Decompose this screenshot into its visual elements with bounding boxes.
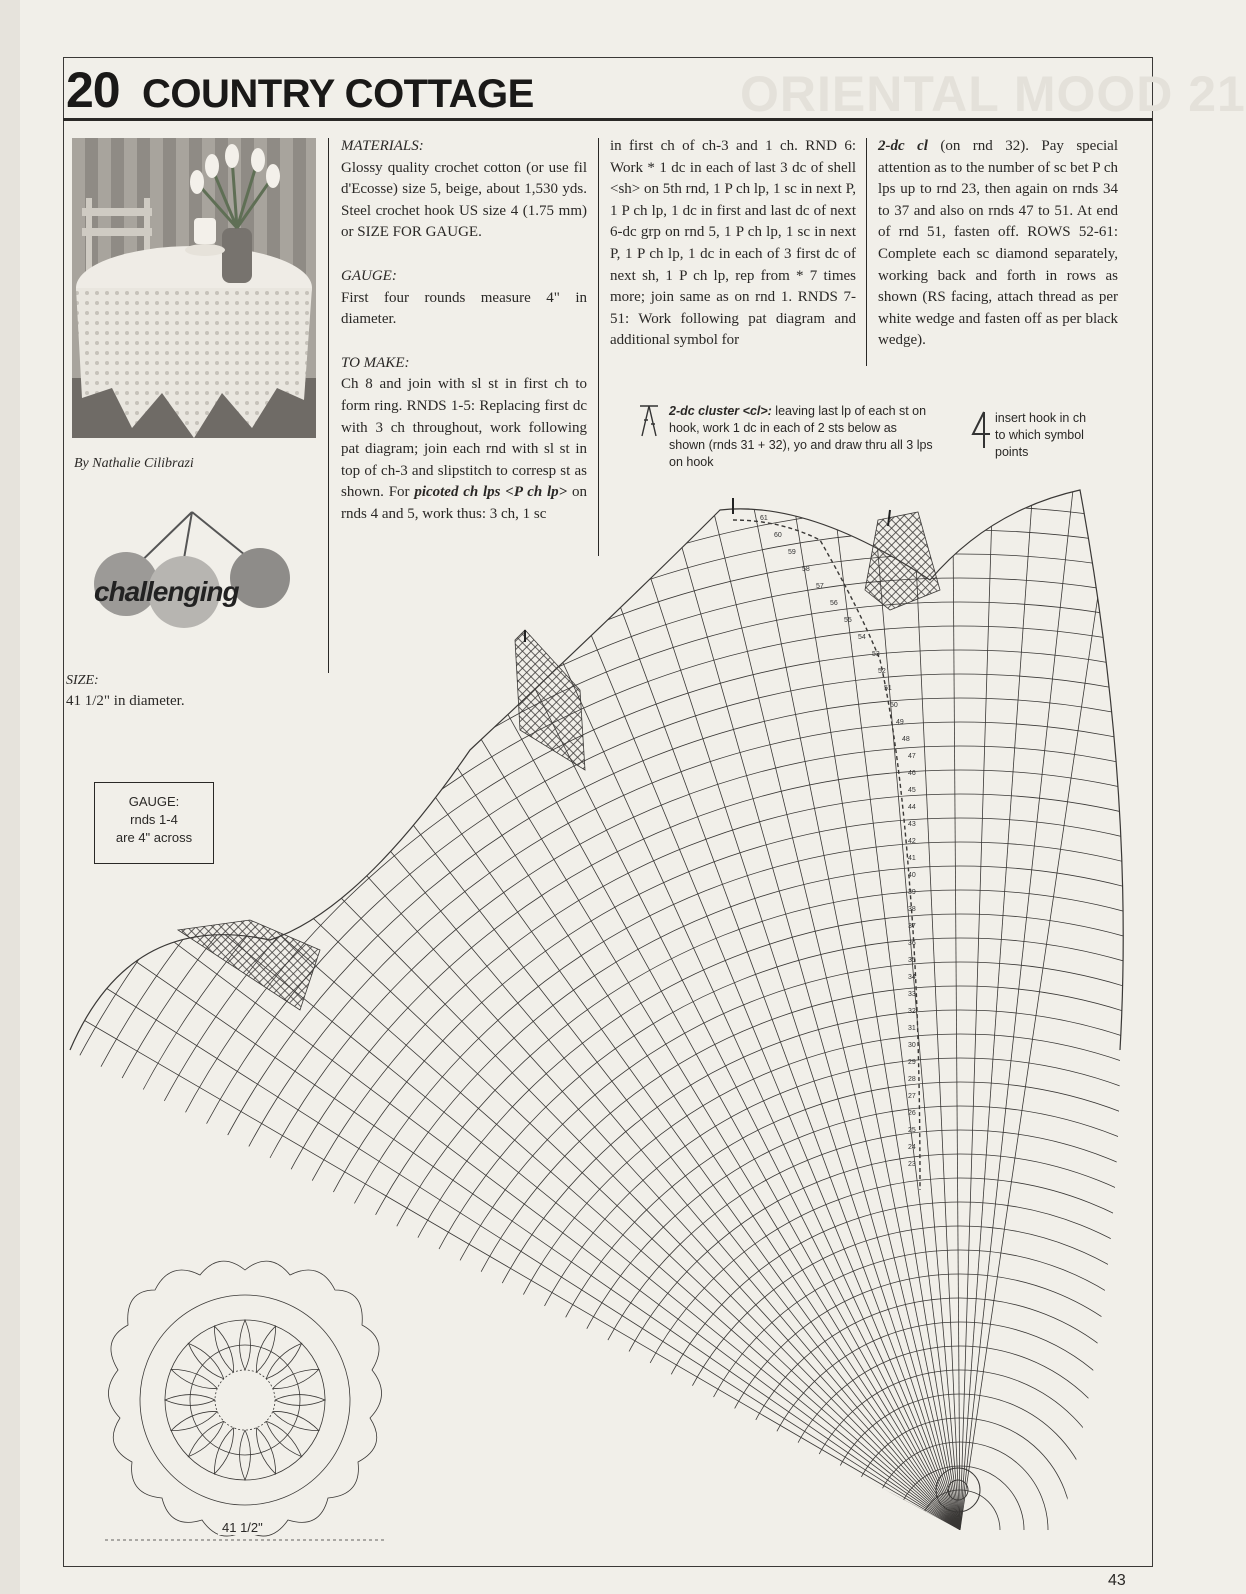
picoted-term: picoted ch lps <P ch lp> [414,484,568,501]
insert-hook-legend: insert hook in ch to which symbol points [995,411,1087,459]
instructions-column-3 [878,136,1118,364]
round-number-label: 49 [896,719,904,726]
finishing-instructions: (on rnd 32). Pay special attention as to the number of sc bet P ch lps up to rnd 23, then again on rnds 34 to 37 and also on rnds 47 to 51. At end of rnd 51, fasten off. ROWS 52-61: Complete each sc diamond separately, working back and forth in rows as shown (RS facing, attach thread as per white wedge and fasten off as per black wedge). [878,138,1118,349]
round-number-label: 26 [908,1110,916,1117]
diagram-stitch-line [378,480,960,1530]
round-number-label: 27 [908,1093,916,1100]
size-label: SIZE: [66,673,99,688]
round-number-label: 24 [908,1144,916,1151]
round-number-label: 35 [908,957,916,964]
diagram-round-arc [296,866,1246,1594]
round-number-label: 55 [844,617,852,624]
insert-hook-symbol-icon [970,410,992,450]
author-byline: By Nathalie Cilibrazi [74,456,194,471]
round-number-label: 52 [878,668,886,675]
diagram-round-arc [320,890,1246,1594]
diagram-round-arc [392,962,1246,1594]
diagram-stitch-line [960,337,1090,1530]
to-make-heading: TO MAKE: [341,354,410,371]
diagram-round-arc [416,986,1246,1594]
diagram-stitch-line [299,528,960,1530]
round-instructions: in first ch of ch-3 and 1 ch. RND 6: Work * 1 dc in each of last 3 dc of shell <sh> on 5th rnd, 1 P ch lp, 1 sc in next P, 1 P ch lp, 1 dc in first and last dc of next 6-dc grp on rnd 5, 1 P ch lp, 1 sc in next P, 1 P ch lp, 1 dc in each of 3 first dc of next sh, 1 P ch lp, rep from * 7 times more; join same as on rnd 1. RNDS 7-51: Work following pat diagram and additional symbol for [610,138,856,349]
to-make-text-cont: on rnds 4 and 5, work thus: 3 ch, 1 sc [341,484,587,522]
cluster-legend-term: 2-dc cluster <cl>: [669,404,772,418]
page-number: 43 [1108,1572,1126,1589]
round-number-label: 47 [908,753,916,760]
round-number-label: 53 [872,651,880,658]
diagram-round-arc [344,914,1246,1594]
overview-diagram [100,1250,390,1550]
round-number-label: 33 [908,991,916,998]
round-number-label: 56 [830,600,838,607]
round-number-label: 40 [908,872,916,879]
column-divider [866,138,867,366]
next-pattern-ghost-title: ORIENTAL MOOD 21 [740,66,1246,122]
round-number-label: 29 [908,1059,916,1066]
round-number-label: 36 [908,940,916,947]
round-number-label: 48 [902,736,910,743]
cluster-legend [669,403,934,471]
round-number-label: 43 [908,821,916,828]
gauge-heading: GAUGE: [341,267,397,284]
gauge-note-line: GAUGE: [128,794,180,809]
diagram-round-arc [248,818,1246,1594]
diagram-stitch-line [419,459,960,1530]
diagram-stitch-line [952,330,960,1530]
round-number-label: 50 [890,702,898,709]
round-number-label: 41 [908,855,916,862]
round-number-label: 59 [788,549,796,556]
round-number-label: 32 [908,1008,916,1015]
page-binding-edge [0,0,20,1594]
gauge-note-line: are 4" across [115,830,193,845]
cluster-term: 2-dc cl [878,138,928,154]
diagram-round-arc [536,1106,1246,1594]
diagram-stitch-line [338,504,960,1530]
diagram-stitch-line [960,331,998,1530]
difficulty-label: challenging [94,576,239,607]
pattern-number: 20 [66,62,120,118]
diagram-round-arc [656,1226,1246,1594]
round-number-label: 34 [908,974,916,981]
round-number-label: 45 [908,787,916,794]
diameter-label: 41 1/2" [218,1520,267,1535]
round-number-label: 28 [908,1076,916,1083]
diagram-round-arc [464,1034,1246,1594]
cluster-symbol-icon [638,402,660,438]
round-number-label: 61 [760,515,768,522]
round-number-label: 58 [802,566,810,573]
round-number-label: 39 [908,889,916,896]
round-number-label: 31 [908,1025,916,1032]
round-number-label: 54 [858,634,866,641]
tablecloth-photo [72,138,316,438]
round-number-label: 46 [908,770,916,777]
materials-text: Glossy quality crochet cotton (or use fil d'Ecosse) size 5, beige, about 1,530 yds. Steel crochet hook US size 4 (1.75 mm) or SIZE FOR GAUGE. [341,159,587,241]
round-number-label: 51 [884,685,892,692]
diagram-round-arc [368,938,1246,1594]
page-title: COUNTRY COTTAGE [142,72,534,116]
diagram-stitch-line [960,343,1135,1530]
to-make-text: Ch 8 and join with sl st in first ch to form ring. RNDS 1-5: Replacing first dc with 3 ch throughout, work following pat diagram; join each rnd with sl st in top of ch-3 and slipstitch to corresp st as shown. For [341,376,587,501]
instructions-column-1 [341,136,587,538]
diagram-stitch-line [814,339,960,1530]
gauge-text: First four rounds measure 4" in diameter. [341,289,587,328]
round-number-label: 44 [908,804,916,811]
round-number-label: 60 [774,532,782,539]
round-number-label: 38 [908,906,916,913]
round-number-label: 25 [908,1127,916,1134]
round-number-label: 57 [816,583,824,590]
instructions-column-2 [610,136,856,364]
diagram-stitch-line [906,331,960,1530]
round-number-label: 30 [908,1042,916,1049]
materials-heading: MATERIALS: [341,138,424,154]
gauge-note-line: rnds 1-4 [130,812,178,827]
round-number-label: 37 [908,923,916,930]
round-number-label: 23 [908,1161,916,1168]
size-value: 41 1/2" in diameter. [66,693,185,709]
round-number-label: 42 [908,838,916,845]
cluster-legend-text: leaving last lp of each st on hook, work 1 dc in each of 2 sts below as shown (rnds 31 + 32), yo and draw thru all 3 lps on hook [669,404,933,469]
diagram-stitch-line [768,345,960,1530]
